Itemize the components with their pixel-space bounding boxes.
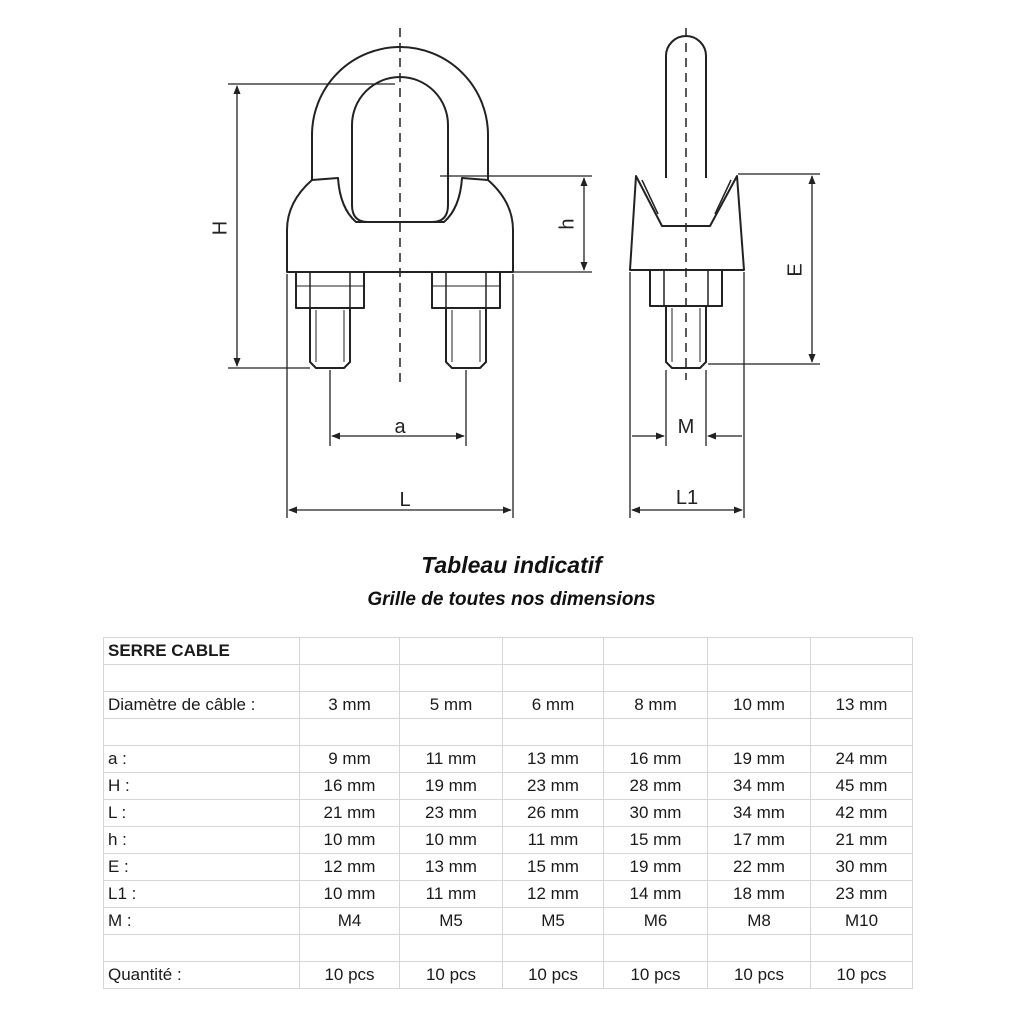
- quantity-row: [104, 962, 913, 989]
- spacer-row: [104, 665, 913, 692]
- cell: M5: [400, 908, 503, 935]
- label-L: L: [399, 489, 411, 511]
- cell: 10 pcs: [708, 962, 811, 989]
- table-row: [104, 854, 913, 881]
- cell: 11 mm: [503, 827, 604, 854]
- cell: 13 mm: [400, 854, 503, 881]
- cell: 34 mm: [708, 773, 811, 800]
- cell: 42 mm: [811, 800, 913, 827]
- cell: 12 mm: [503, 881, 604, 908]
- spec-table: [103, 637, 913, 989]
- cell: 28 mm: [604, 773, 708, 800]
- right-nut: [432, 272, 500, 308]
- cell: 12 mm: [300, 854, 400, 881]
- label-M: M: [677, 416, 695, 438]
- left-nut: [296, 272, 364, 308]
- cell: 26 mm: [503, 800, 604, 827]
- label-H: H: [209, 220, 232, 236]
- cell: 9 mm: [300, 746, 400, 773]
- cell: 23 mm: [811, 881, 913, 908]
- cell: 10 mm: [708, 692, 811, 719]
- cell: 19 mm: [708, 746, 811, 773]
- label-h: h: [556, 218, 579, 230]
- cell: M5: [503, 908, 604, 935]
- cell: 30 mm: [604, 800, 708, 827]
- cell: 13 mm: [503, 746, 604, 773]
- cell: 21 mm: [811, 827, 913, 854]
- side-view: [630, 36, 744, 368]
- label-a: a: [394, 416, 406, 438]
- cell: 18 mm: [708, 881, 811, 908]
- cell: 19 mm: [400, 773, 503, 800]
- table-row: [104, 827, 913, 854]
- cell: 10 pcs: [811, 962, 913, 989]
- label-L1: L1: [675, 487, 699, 509]
- cell: 14 mm: [604, 881, 708, 908]
- row-label: M :: [104, 908, 300, 935]
- cell: 23 mm: [400, 800, 503, 827]
- cell: 30 mm: [811, 854, 913, 881]
- cell: 11 mm: [400, 881, 503, 908]
- cell: 5 mm: [400, 692, 503, 719]
- table-row: [104, 881, 913, 908]
- cell: 15 mm: [604, 827, 708, 854]
- row-label: a :: [104, 746, 300, 773]
- cell: 6 mm: [503, 692, 604, 719]
- cell: 10 pcs: [604, 962, 708, 989]
- cell: 45 mm: [811, 773, 913, 800]
- cell: 34 mm: [708, 800, 811, 827]
- cell: M4: [300, 908, 400, 935]
- cell: 10 mm: [300, 827, 400, 854]
- table-header: SERRE CABLE: [104, 638, 300, 665]
- cell: 3 mm: [300, 692, 400, 719]
- cell: 10 pcs: [503, 962, 604, 989]
- row-label: Quantité :: [104, 962, 300, 989]
- cell: 10 pcs: [300, 962, 400, 989]
- cell: M10: [811, 908, 913, 935]
- cell: 16 mm: [300, 773, 400, 800]
- table-row: [104, 800, 913, 827]
- cell: M8: [708, 908, 811, 935]
- cell: 22 mm: [708, 854, 811, 881]
- label-E: E: [784, 263, 807, 277]
- cell: 13 mm: [811, 692, 913, 719]
- cell: M6: [604, 908, 708, 935]
- table-subtitle: Grille de toutes nos dimensions: [367, 589, 656, 610]
- table-row: [104, 773, 913, 800]
- table-row: [104, 908, 913, 935]
- cell: 19 mm: [604, 854, 708, 881]
- cell: 11 mm: [400, 746, 503, 773]
- row-label: H :: [104, 773, 300, 800]
- cell: 15 mm: [503, 854, 604, 881]
- cell: 8 mm: [604, 692, 708, 719]
- cell: 16 mm: [604, 746, 708, 773]
- cell: 10 mm: [300, 881, 400, 908]
- header-row: [104, 638, 913, 665]
- spacer-row: [104, 935, 913, 962]
- cell: 10 mm: [400, 827, 503, 854]
- diameter-row: [104, 692, 913, 719]
- cell: 10 pcs: [400, 962, 503, 989]
- table-row: [104, 746, 913, 773]
- row-label: h :: [104, 827, 300, 854]
- row-label: L1 :: [104, 881, 300, 908]
- cell: 17 mm: [708, 827, 811, 854]
- table-title: Tableau indicatif: [421, 552, 602, 578]
- spacer-row: [104, 719, 913, 746]
- row-label: L :: [104, 800, 300, 827]
- cell: 23 mm: [503, 773, 604, 800]
- row-label: E :: [104, 854, 300, 881]
- cell: 21 mm: [300, 800, 400, 827]
- cell: 24 mm: [811, 746, 913, 773]
- row-label: Diamètre de câble :: [104, 692, 300, 719]
